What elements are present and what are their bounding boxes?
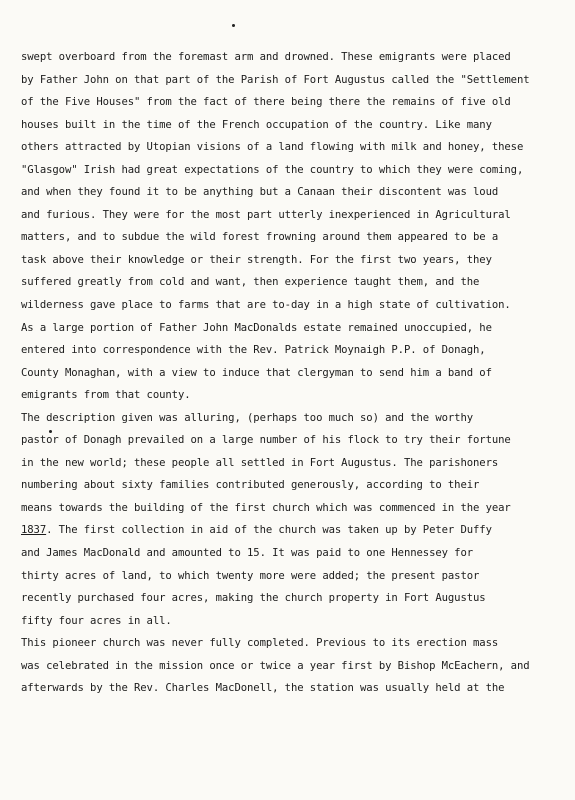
text-line: suffered greatly from cold and want, then experience taught them, and the [21, 276, 480, 289]
underlined-year: 1837 [21, 524, 47, 537]
text-line: numbering about sixty families contributed generously, according to their [21, 479, 480, 492]
text-line: thirty acres of land, to which twenty more were added; the present pastor [21, 569, 480, 582]
stray-ink-mark [232, 24, 235, 27]
text-line: recently purchased four acres, making the church property in Fort Augustus [21, 592, 486, 605]
text-line: County Monaghan, with a view to induce that clergyman to send him a band of [21, 366, 492, 379]
text-line: emigrants from that county. [21, 389, 191, 402]
text-line: and James MacDonald and amounted to 15. It was paid to one Hennessey for [21, 547, 474, 560]
text-line: wilderness gave place to farms that are to-day in a high state of cultivation. [21, 299, 511, 312]
text-line: houses built in the time of the French occupation of the country. Like many [21, 118, 492, 131]
text-line: afterwards by the Rev. Charles MacDonell, the station was usually held at the [21, 682, 505, 695]
text-line: and furious. They were for the most part utterly inexperienced in Agricultural [21, 208, 511, 221]
text-line: in the new world; these people all settled in Fort Augustus. The parishoners [21, 456, 499, 469]
text-line: others attracted by Utopian visions of a land flowing with milk and honey, these [21, 141, 524, 154]
text-line: and when they found it to be anything but a Canaan their discontent was loud [21, 186, 499, 199]
text-line: means towards the building of the first church which was commenced in the year [21, 501, 511, 514]
text-line: fifty four acres in all. [21, 614, 172, 627]
text-line: matters, and to subdue the wild forest frowning around them appeared to be a [21, 231, 499, 244]
text-line-with-year [21, 519, 566, 542]
text-line-rest: . The first collection in aid of the church was taken up by Peter Duffy [46, 524, 492, 537]
text-line: As a large portion of Father John MacDonalds estate remained unoccupied, he [21, 321, 492, 334]
text-line: This pioneer church was never fully completed. Previous to its erection mass [21, 637, 499, 650]
typewritten-body [21, 46, 566, 700]
text-line: of the Five Houses" from the fact of there being there the remains of five old [21, 96, 511, 109]
text-line: entered into correspondence with the Rev. Patrick Moynaigh P.P. of Donagh, [21, 344, 486, 357]
text-line: The description given was alluring, (perhaps too much so) and the worthy [21, 411, 474, 424]
text-line: pastor of Donagh prevailed on a large number of his flock to try their fortune [21, 434, 511, 447]
text-line: was celebrated in the mission once or twice a year first by Bishop McEachern, and [21, 659, 530, 672]
text-line: task above their knowledge or their strength. For the first two years, they [21, 253, 492, 266]
text-line: by Father John on that part of the Parish of Fort Augustus called the "Settlement [21, 73, 530, 86]
text-line: "Glasgow" Irish had great expectations of the country to which they were coming, [21, 163, 524, 176]
text-line: swept overboard from the foremast arm and drowned. These emigrants were placed [21, 51, 511, 63]
